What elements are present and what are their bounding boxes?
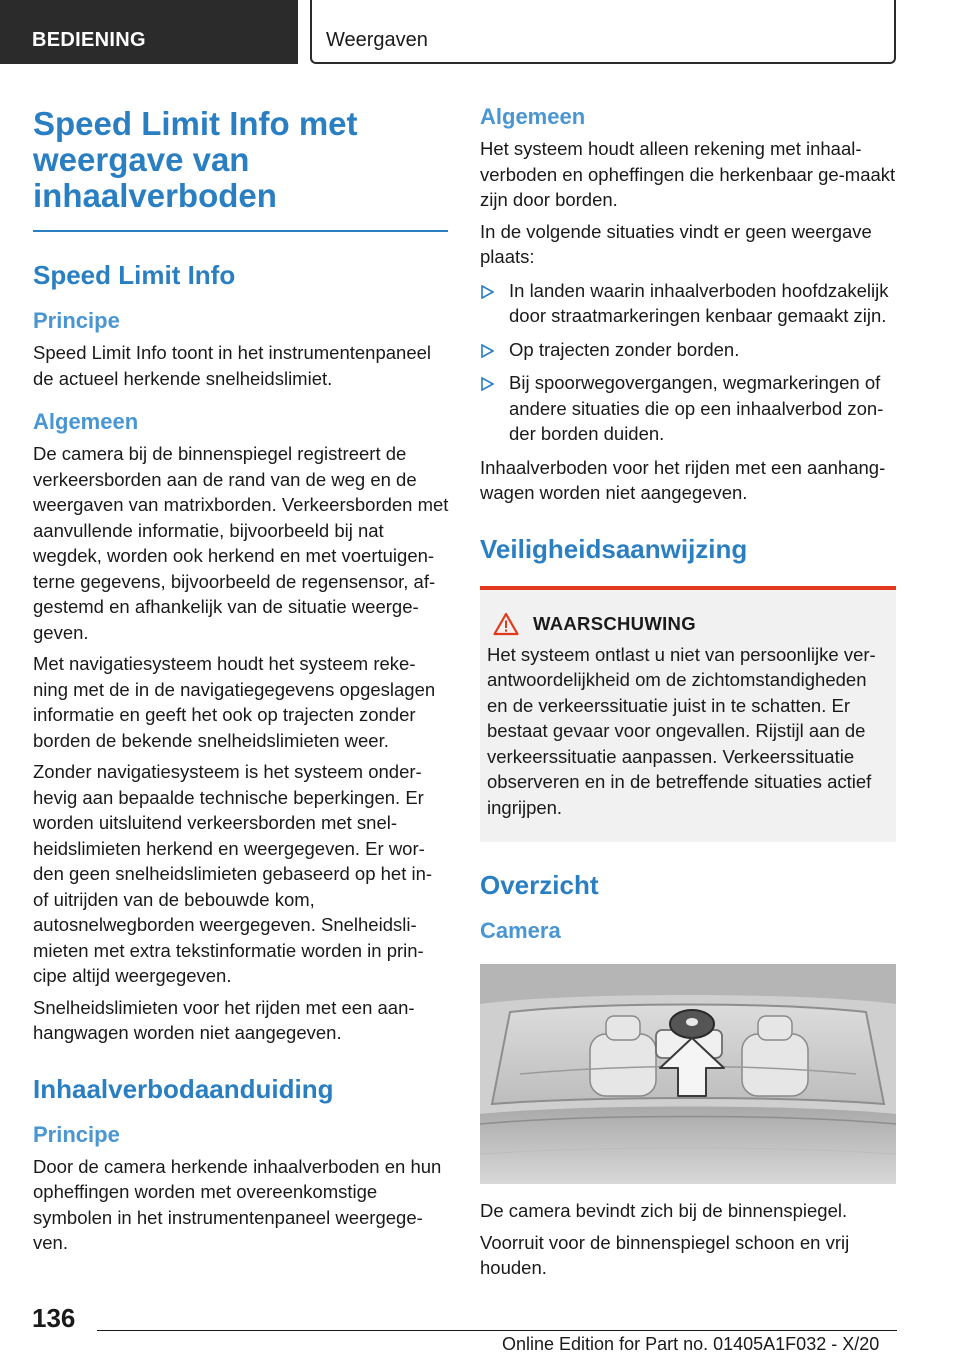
- list-item: [480, 278, 896, 329]
- chapter-label: Weergaven: [326, 29, 428, 51]
- footer-edition: Online Edition for Part no. 01405A1F032 - X/20: [502, 1334, 880, 1354]
- footer-divider: [97, 1330, 897, 1331]
- paragraph: Door de camera herkende inhaalverboden en hun opheffingen worden met overeenkomstige symbolen in het instrumentenpaneel weergege-ven.: [33, 1155, 442, 1253]
- page-number: 136: [32, 1303, 76, 1333]
- triangle-bullet-icon: [480, 285, 494, 299]
- paragraph: Met navigatiesysteem houdt het systeem reke-ning met de in de navigatiegegevens opgeslagen informatie en geeft het ook op trajecten zonder borden de bekende snelheidslimieten weer.: [33, 653, 436, 751]
- header-chapter-tab: [310, 0, 896, 64]
- paragraph: Voorruit voor de binnenspiegel schoon en vrij houden.: [480, 1231, 850, 1278]
- heading-camera: Camera: [480, 918, 561, 943]
- page-title: Speed Limit Info met weergave van inhaalverboden: [33, 105, 358, 214]
- heading-principe: Principe: [33, 1121, 120, 1147]
- paragraph: Zonder navigatiesysteem is het systeem onder-hevig aan bepaalde technische beperkingen. Er worden uitsluitend verkeersborden met snel-heidslimieten herkend en weergegeven. Er wor-den geen snelheidslimieten gebaseerd op het in- of uitrijden van de bebouwde kom, autosnelwegborden weergegeven. Snelheidsli-mieten met extra tekstinformatie worden in prin-cipe altijd weergegeven.: [33, 761, 433, 986]
- paragraph: De camera bevindt zich bij de binnenspiegel.: [480, 1200, 848, 1221]
- camera-location-illustration: [480, 964, 896, 1184]
- list-item: [480, 337, 896, 363]
- list-item: [480, 370, 896, 447]
- warning-header: [487, 612, 889, 636]
- warning-triangle-icon: [493, 612, 519, 636]
- list-item-text: Op trajecten zonder borden.: [509, 338, 740, 360]
- triangle-bullet-icon: [480, 344, 494, 358]
- heading-principe: Principe: [33, 308, 120, 333]
- right-column: [480, 100, 896, 1281]
- warning-text: Het systeem ontlast u niet van persoonlijke ver-antwoordelijkheid om de zichtomstandigheden en de verkeerssituatie juist in te schatten. Er bestaat gevaar voor ongevallen. Rijstijl aan de verkeerssituatie aanpassen. Verkeerssituatie observeren en in de betreffende situaties actief ingrijpen.: [487, 643, 876, 818]
- bullet-list: [480, 278, 896, 447]
- triangle-bullet-icon: [480, 377, 494, 391]
- heading-speed-limit-info: Speed Limit Info: [33, 260, 236, 290]
- heading-algemeen: Algemeen: [33, 409, 139, 434]
- left-column: [33, 100, 449, 1256]
- header-section-tab: [0, 0, 298, 64]
- paragraph: Inhaalverboden voor het rijden met een aanhang-wagen worden niet aangegeven.: [480, 456, 886, 503]
- heading-algemeen: Algemeen: [480, 104, 586, 129]
- section-label: BEDIENING: [32, 29, 146, 51]
- paragraph: Speed Limit Info toont in het instrumentenpaneel de actueel herkende snelheidslimiet.: [33, 342, 432, 389]
- warning-box: [480, 586, 896, 843]
- car-interior-drawing: [480, 964, 896, 1184]
- warning-title: WAARSCHUWING: [533, 612, 696, 634]
- paragraph: De camera bij de binnenspiegel registreert de verkeersborden aan de rand van de weg en de weergaven van matrixborden. Verkeersborden met aanvullende informatie, bijvoorbeeld bij nat wegdek, worden ook herkend en met voertuigen-terne gegevens, bijvoorbeeld de regensensor, af-gestemd en afhankelijk van de situatie weerge-geven.: [33, 443, 449, 643]
- paragraph: Snelheidslimieten voor het rijden met een aan-hangwagen worden niet aangegeven.: [33, 996, 415, 1043]
- heading-overzicht: Overzicht: [480, 870, 599, 900]
- paragraph: In de volgende situaties vindt er geen weergave plaats:: [480, 220, 872, 267]
- heading-inhaalverbodaanduiding: Inhaalverbodaanduiding: [33, 1073, 334, 1104]
- paragraph: Het systeem houdt alleen rekening met inhaal-verboden en opheffingen die herkenbaar ge-maakt zijn door borden.: [480, 138, 896, 210]
- title-divider: [33, 230, 448, 232]
- list-item-text: Bij spoorwegovergangen, wegmarkeringen of andere situaties die op een inhaalverbod zon-der borden duiden.: [509, 372, 884, 444]
- heading-veiligheidsaanwijzing: Veiligheidsaanwijzing: [480, 533, 748, 564]
- list-item-text: In landen waarin inhaalverboden hoofdzakelijk door straatmarkeringen kenbaar gemaakt zijn.: [509, 279, 889, 326]
